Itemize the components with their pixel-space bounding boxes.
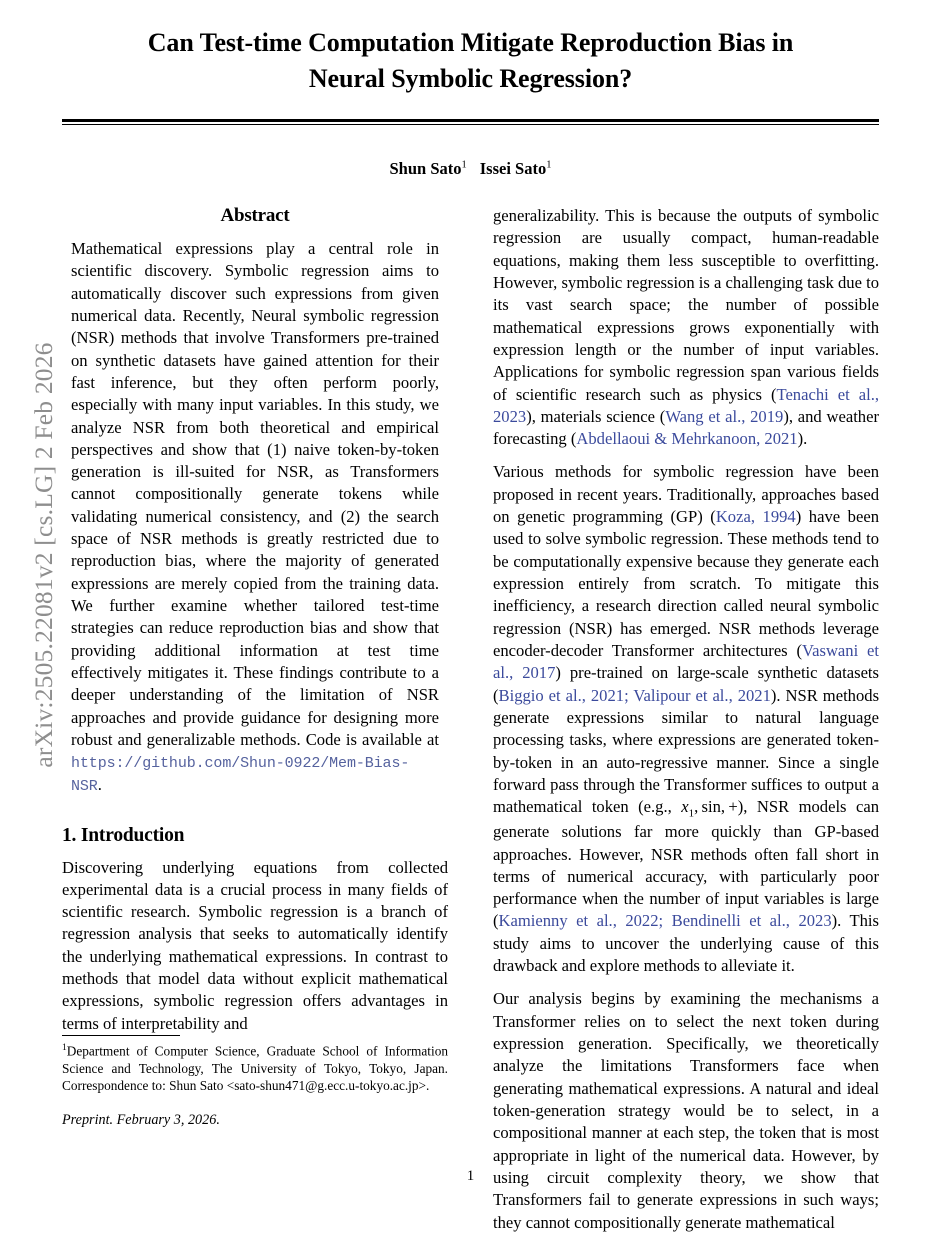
footnote-marker: 1 xyxy=(62,1043,67,1053)
citation-koza-1994[interactable]: Koza, 1994 xyxy=(715,507,796,527)
rp2-text-b: ) have been used to solve symbolic regression. These methods tend to be computationally expensive because they generate each expression entirely from scratch. To mitigate this inefficiency, a research direction called neural symbolic regression (NSR) has emerged. NSR methods leverage encoder-decoder Transformer architectures ( xyxy=(493,507,879,660)
footnote-block xyxy=(62,1035,448,1129)
rp2-text-a: Various methods for symbolic regression have been proposed in recent years. Traditionally, approaches based on genetic programming (GP) ( xyxy=(493,462,879,527)
rp1-text-b: ), materials science ( xyxy=(526,406,666,426)
arxiv-stamp: arXiv:2505.22081v2 [cs.LG] 2 Feb 2026 xyxy=(29,342,58,768)
rp2-text-c: ) pre-trained on large-scale synthetic datasets ( xyxy=(493,663,879,705)
author-name-1: Shun Sato xyxy=(389,159,462,179)
page-content xyxy=(62,0,880,1232)
rp2-cite-separator-2: ; xyxy=(658,911,672,931)
abstract-text: Mathematical expressions play a central role in scientific discovery. Symbolic regression aims to automatically discover such expressions from given numerical data. Recently, Neural symbolic regression (NSR) methods that involve Transformers pre-trained on synthetic datasets have gained attention for their fast inference, but they often perform poorly, especially with many input variables. In this study, we analyze NSR from both theoretical and empirical perspectives and show that (1) naive token-by-token generation is ill-suited for NSR, as Transformers cannot compositionally generate tokens while validating numerical consistency, and (2) the search space of NSR methods is greatly restricted due to reproduction bias, where the majority of generated expressions are merely copied from the training data. We further examine whether tailored test-time strategies can reduce reproduction bias and show that providing additional information at test time effectively mitigates it. These findings contribute to a deeper understanding of the limitation of NSR approaches and provide guidance for designing more robust and generalizable methods. Code is available at xyxy=(71,239,439,749)
rp1-text-a: generalizability. This is because the outputs of symbolic regression are usually compact, human-readable equations, making them less susceptible to overfitting. However, symbolic regression is a challenging task due to its vast search space; the number of possible mathematical expressions grows exponentially with expression length or the number of input variables. Applications for symbolic regression span various fields of scientific research such as physics ( xyxy=(493,206,879,404)
citation-wang-2019[interactable]: Wang et al., 2019 xyxy=(665,406,784,426)
citation-bendinelli-2023[interactable]: Bendinelli et al., 2023 xyxy=(671,911,832,931)
abstract-text-tail: . xyxy=(97,775,102,795)
rp2-text-e: ). NSR methods generate expressions similar to natural language processing tasks, where expressions are generated token-by-token in an auto-regressive manner. Since a single forward pass through the Transformer suffices to output a mathematical token (e.g., xyxy=(493,685,880,817)
author-list xyxy=(62,159,879,179)
rp1-text-c: ), and weather forecasting ( xyxy=(493,406,879,449)
inline-math-token-examples: $x_1$, sin, + xyxy=(681,797,738,820)
title-divider-rule xyxy=(62,119,879,125)
rp1-text-d: ). xyxy=(797,429,808,449)
title-line-2: Neural Symbolic Regression? xyxy=(308,63,633,93)
title-block xyxy=(62,0,879,96)
author-name-2: Issei Sato xyxy=(479,159,547,179)
footnote-affiliation xyxy=(62,1042,448,1094)
abstract-heading: Abstract xyxy=(220,205,290,226)
left-column xyxy=(62,205,448,1035)
citation-valipour-2021[interactable]: Valipour et al., 2021 xyxy=(633,685,771,705)
citation-abdellaoui-mehrkanoon-2021[interactable]: Abdellaoui & Mehrkanoon, 2021 xyxy=(576,429,798,449)
section-heading-introduction: 1. Introduction xyxy=(62,824,185,846)
right-column xyxy=(493,205,879,1234)
rp2-text-h: ). This study aims to uncover the underlying cause of this drawback and explore methods to alleviate it. xyxy=(493,911,879,976)
title-line-1: Can Test-time Computation Mitigate Reproduction Bias in xyxy=(147,28,794,57)
two-column-body xyxy=(62,205,880,1232)
citation-vaswani-2017[interactable]: Vaswani et al., 2017 xyxy=(493,640,879,683)
introduction-paragraph-1: Discovering underlying equations from collected experimental data is a crucial process in many fields of scientific research. Symbolic regression is a branch of regression analysis that seeks to automatically identify the underlying mathematical expressions. In contrast to methods that model data without explicit mathematical expressions, symbolic regression offers advantages in terms of interpretability and xyxy=(62,857,448,1033)
abstract-body xyxy=(62,238,448,798)
repository-url-link[interactable]: https://github.com/Shun-0922/Mem-Bias-NSR xyxy=(71,755,410,796)
preprint-notice: Preprint. February 3, 2026. xyxy=(62,1112,220,1129)
citation-kamienny-2022[interactable]: Kamienny et al., 2022 xyxy=(498,911,659,931)
footnote-affiliation-text: Department of Computer Science, Graduate School of Information Science and Technology, The University of Tokyo, Tokyo, Japan. Correspondence to: Shun Sato <sato-shun471@g.ecc.u-tokyo.ac.jp>. xyxy=(62,1043,448,1093)
page-number: 1 xyxy=(466,1168,475,1184)
author-affiliation-marker-2: 1 xyxy=(546,159,552,171)
citation-tenachi-2023[interactable]: Tenachi et al., 2023 xyxy=(493,384,879,426)
rp2-cite-separator-1: ; xyxy=(624,685,634,705)
author-affiliation-marker-1: 1 xyxy=(461,159,467,171)
right-paragraph-2 xyxy=(493,461,879,977)
page-title xyxy=(62,25,879,96)
footnote-divider-rule xyxy=(62,1035,180,1036)
right-paragraph-3: Our analysis begins by examining the mechanisms a Transformer relies on to select the next token during expression generation. Specifically, we theoretically analyze the limitations Transformers face when generating mathematical expressions. A natural and ideal token-generation strategy would be to select, in a compositional manner at each step, the token that is most appropriate in light of the numerical data. However, by using circuit complexity theory, we show that Transformers fail to generate expressions in such ways; they cannot compositionally generate mathematical xyxy=(493,989,879,1232)
citation-biggio-2021[interactable]: Biggio et al., 2021 xyxy=(498,685,625,705)
rp2-text-f: ), NSR models can generate solutions far more quickly than GP-based approaches. However, NSR methods often fall short in terms of numerical accuracy, with particularly poor performance when the number of input variables is large ( xyxy=(493,797,879,931)
right-paragraph-1 xyxy=(493,205,879,450)
